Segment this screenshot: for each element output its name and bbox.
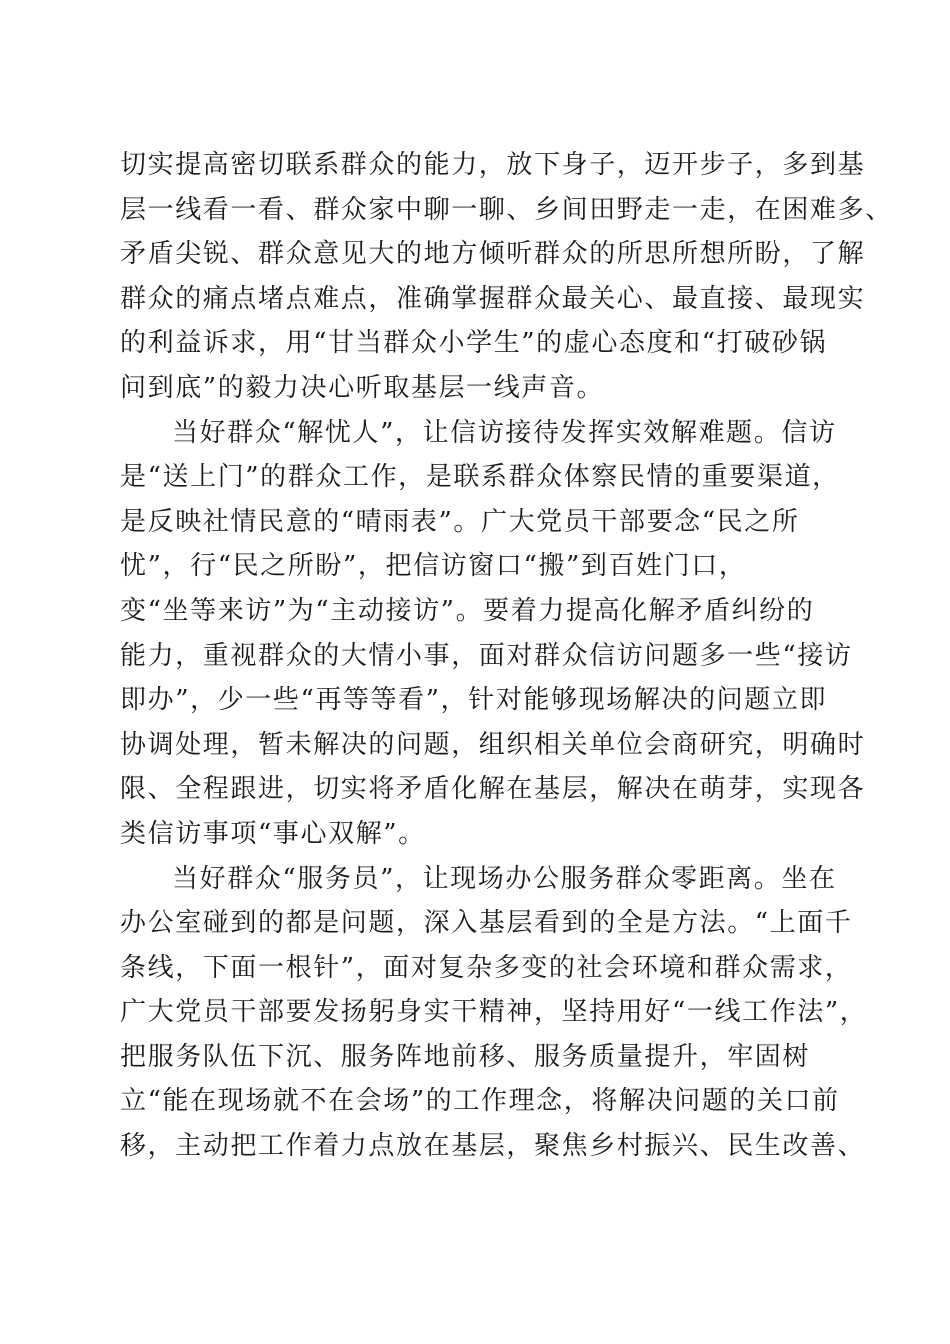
paragraph-first-line: 当好群众“服务员”，让现场办公服务群众零距离。坐在 <box>172 863 837 894</box>
text-line: 广大党员干部要发扬躬身实干精神，坚持用好“一线工作法”， <box>120 997 868 1028</box>
text-line: 把服务队伍下沉、服务阵地前移、服务质量提升，牢固树 <box>120 1041 811 1072</box>
text-line: 即办”，少一些“再等等看”，针对能够现场解决的问题立即 <box>120 685 828 716</box>
text-line: 移，主动把工作着力点放在基层，聚焦乡村振兴、民生改善、 <box>120 1131 866 1162</box>
text-line: 类信访事项“事心双解”。 <box>120 818 426 849</box>
text-line: 切实提高密切联系群众的能力，放下身子，迈开步子，多到基 <box>120 150 866 180</box>
paragraph-first-line: 当好群众“解忧人”，让信访接待发挥实效解难题。信访 <box>172 417 837 448</box>
text-line: 限、全程跟进，切实将矛盾化解在基层，解决在萌芽，实现各 <box>120 774 866 805</box>
text-line: 条线，下面一根针”，面对复杂多变的社会环境和群众需求， <box>120 952 853 983</box>
text-line: 协调处理，暂未解决的问题，组织相关单位会商研究，明确时 <box>120 729 866 760</box>
text-line: 群众的痛点堵点难点，准确掌握群众最关心、最直接、最现实 <box>120 283 866 314</box>
text-line: 立“能在现场就不在会场”的工作理念，将解决问题的关口前 <box>120 1086 840 1117</box>
text-line: 是反映社情民意的“晴雨表”。广大党员干部要念“民之所 <box>120 506 800 537</box>
text-line: 变“坐等来访”为“主动接访”。要着力提高化解矛盾纠纷的 <box>120 595 815 626</box>
text-line: 忧”，行“民之所盼”，把信访窗口“搬”到百姓门口， <box>120 551 747 582</box>
text-line: 矛盾尖锐、群众意见大的地方倾听群众的所思所想所盼，了解 <box>120 239 866 270</box>
body-text <box>120 143 893 1169</box>
text-line: 能力，重视群众的大情小事，面对群众信访问题多一些“接访 <box>120 640 853 671</box>
text-line: 问到底”的毅力决心听取基层一线声音。 <box>120 372 605 403</box>
text-line: 层一线看一看、群众家中聊一聊、乡间田野走一走，在困难多、 <box>120 194 893 225</box>
text-line: 办公室碰到的都是问题，深入基层看到的全是方法。“上面千 <box>120 908 853 939</box>
text-line: 是“送上门”的群众工作，是联系群众体察民情的重要渠道， <box>120 462 840 493</box>
text-line: 的利益诉求，用“甘当群众小学生”的虚心态度和“打破砂锅 <box>120 328 828 359</box>
